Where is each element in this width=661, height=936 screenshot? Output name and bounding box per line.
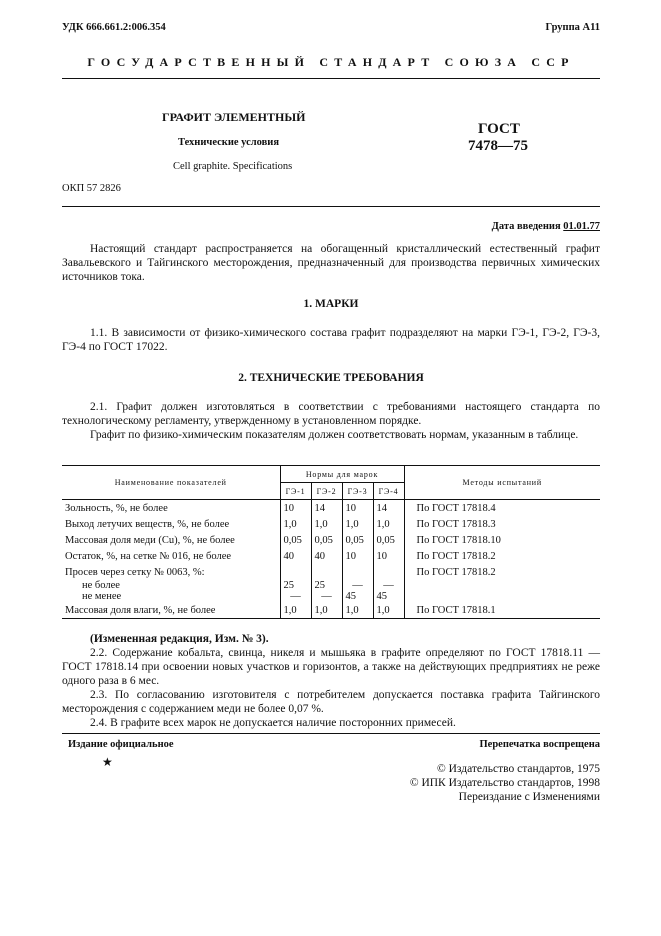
star-icon: ★ bbox=[102, 755, 113, 769]
copyright-1975: © Издательство стандартов, 1975 bbox=[436, 763, 600, 775]
cell-value: 0,05 bbox=[342, 532, 373, 548]
amendment-note: (Измененная редакция, Изм. № 3). bbox=[90, 633, 269, 645]
cell-value: 45 bbox=[342, 591, 373, 602]
table-row bbox=[62, 591, 600, 602]
cell-value: 0,05 bbox=[280, 532, 311, 548]
english-title: Cell graphite. Specifications bbox=[173, 161, 293, 172]
cell-value: 25 bbox=[311, 580, 342, 591]
table-row bbox=[62, 532, 600, 548]
cell-value: 40 bbox=[311, 548, 342, 564]
reissue-note: Переиздание с Изменениями bbox=[458, 791, 600, 803]
row-name: Просев через сетку № 0063, %: bbox=[65, 566, 205, 578]
reprint-notice: Перепечатка воспрещена bbox=[479, 739, 600, 750]
table-row bbox=[62, 564, 600, 580]
table-row bbox=[62, 516, 600, 532]
row-method: По ГОСТ 17818.1 bbox=[404, 602, 600, 619]
grade-header: ГЭ-4 bbox=[373, 483, 404, 500]
intro-date bbox=[492, 221, 600, 232]
cell-value: 10 bbox=[373, 548, 404, 564]
footer-rule bbox=[62, 733, 600, 734]
cell-value: 0,05 bbox=[373, 532, 404, 548]
section-1-heading: 1. МАРКИ bbox=[303, 298, 359, 310]
cell-value: 1,0 bbox=[342, 516, 373, 532]
row-method: По ГОСТ 17818.4 bbox=[404, 500, 600, 517]
paragraph-2-3: 2.3. По согласованию изготовителя с потребителем допускается поставка графита Тайгинского месторождения с содержанием меди не более 0,07 %. bbox=[62, 689, 600, 715]
cell-value: — bbox=[311, 591, 342, 602]
cell-value: 1,0 bbox=[280, 602, 311, 619]
gost-label: ГОСТ bbox=[478, 121, 520, 137]
group-code: Группа А11 bbox=[545, 22, 600, 33]
col-header-norms: Нормы для марок bbox=[280, 466, 404, 483]
row-method bbox=[404, 591, 600, 602]
row-method bbox=[404, 580, 600, 591]
cell-value bbox=[342, 564, 373, 580]
section-2-heading: 2. ТЕХНИЧЕСКИЕ ТРЕБОВАНИЯ bbox=[238, 372, 424, 384]
row-name: не менее bbox=[82, 591, 122, 602]
cell-value: 45 bbox=[373, 591, 404, 602]
cell-value: 1,0 bbox=[280, 516, 311, 532]
row-name: Остаток, %, на сетке № 016, не более bbox=[65, 550, 232, 562]
official-edition: Издание официальное bbox=[68, 739, 174, 750]
table-row bbox=[62, 602, 600, 619]
grade-header: ГЭ-2 bbox=[311, 483, 342, 500]
copyright-1998: © ИПК Издательство стандартов, 1998 bbox=[409, 777, 600, 789]
cell-value: 10 bbox=[342, 548, 373, 564]
cell-value: 1,0 bbox=[373, 602, 404, 619]
intro-date-label: Дата введения bbox=[491, 221, 561, 232]
cell-value: 40 bbox=[280, 548, 311, 564]
intro-date-value: 01.01.77 bbox=[563, 221, 600, 232]
paragraph-1-1: 1.1. В зависимости от физико-химического состава графит подразделяют на марки ГЭ-1, ГЭ-2, ГЭ-3, ГЭ-4 по ГОСТ 17022. bbox=[62, 327, 600, 353]
table-row bbox=[62, 548, 600, 564]
cell-value: 10 bbox=[342, 500, 373, 517]
gost-number: 7478—75 bbox=[468, 138, 528, 154]
cell-value: 10 bbox=[280, 500, 311, 517]
paragraph-2-1b: Графит по физико-химическим показателям должен соответствовать нормам, указанным в таблице. bbox=[90, 429, 579, 441]
document-title: ГРАФИТ ЭЛЕМЕНТНЫЙ bbox=[162, 110, 306, 124]
row-method: По ГОСТ 17818.10 bbox=[404, 532, 600, 548]
cell-value bbox=[373, 564, 404, 580]
cell-value: — bbox=[280, 591, 311, 602]
cell-value: 1,0 bbox=[311, 516, 342, 532]
udk-code: УДК 666.661.2:006.354 bbox=[62, 22, 166, 33]
paragraph-2-1: 2.1. Графит должен изготовляться в соответствии с требованиями настоящего стандарта по технологическому регламенту, утвержденному в установленном порядке. bbox=[62, 401, 600, 427]
banner: ГОСУДАРСТВЕННЫЙ СТАНДАРТ СОЮЗА ССР bbox=[87, 55, 575, 69]
row-method: По ГОСТ 17818.2 bbox=[404, 564, 600, 580]
paragraph-2-2: 2.2. Содержание кобальта, свинца, никеля и мышьяка в графите определяют по ГОСТ 17818.11 — ГОСТ 17818.14 при освоении новых участков и горизонтов, а также на действующих предприятиях не реже одного раза в 6 мес. bbox=[62, 647, 600, 687]
banner-rule bbox=[62, 78, 600, 79]
row-name: не более bbox=[82, 580, 120, 591]
cell-value: 25 bbox=[280, 580, 311, 591]
okp-code: ОКП 57 2826 bbox=[62, 183, 121, 194]
table-row bbox=[62, 500, 600, 517]
row-method: По ГОСТ 17818.2 bbox=[404, 548, 600, 564]
grade-header: ГЭ-3 bbox=[342, 483, 373, 500]
cell-value: 0,05 bbox=[311, 532, 342, 548]
cell-value: 1,0 bbox=[311, 602, 342, 619]
requirements-table bbox=[62, 465, 600, 619]
cell-value: — bbox=[373, 580, 404, 591]
cell-value: 1,0 bbox=[373, 516, 404, 532]
row-name: Выход летучих веществ, %, не более bbox=[65, 518, 230, 530]
cell-value: 1,0 bbox=[342, 602, 373, 619]
cell-value: 14 bbox=[311, 500, 342, 517]
row-name: Зольность, %, не более bbox=[65, 502, 168, 514]
table-row bbox=[62, 580, 600, 591]
grade-header: ГЭ-1 bbox=[280, 483, 311, 500]
col-header-name: Наименование показателей bbox=[62, 466, 280, 500]
cell-value bbox=[311, 564, 342, 580]
cell-value: 14 bbox=[373, 500, 404, 517]
cell-value bbox=[280, 564, 311, 580]
row-name: Массовая доля влаги, %, не более bbox=[62, 602, 280, 619]
col-header-methods: Методы испытаний bbox=[404, 466, 600, 500]
title-rule bbox=[62, 206, 600, 207]
document-subtitle: Технические условия bbox=[178, 137, 280, 148]
paragraph-2-4: 2.4. В графите всех марок не допускается наличие посторонних примесей. bbox=[90, 717, 456, 729]
row-name: Массовая доля меди (Cu), %, не более bbox=[65, 534, 235, 546]
row-method: По ГОСТ 17818.3 bbox=[404, 516, 600, 532]
cell-value: — bbox=[342, 580, 373, 591]
intro-paragraph: Настоящий стандарт распространяется на обогащенный кристаллический естественный графит Завальевского и Тайгинского месторождения, предназначенный для производства первичных химических источников тока. bbox=[62, 243, 600, 283]
